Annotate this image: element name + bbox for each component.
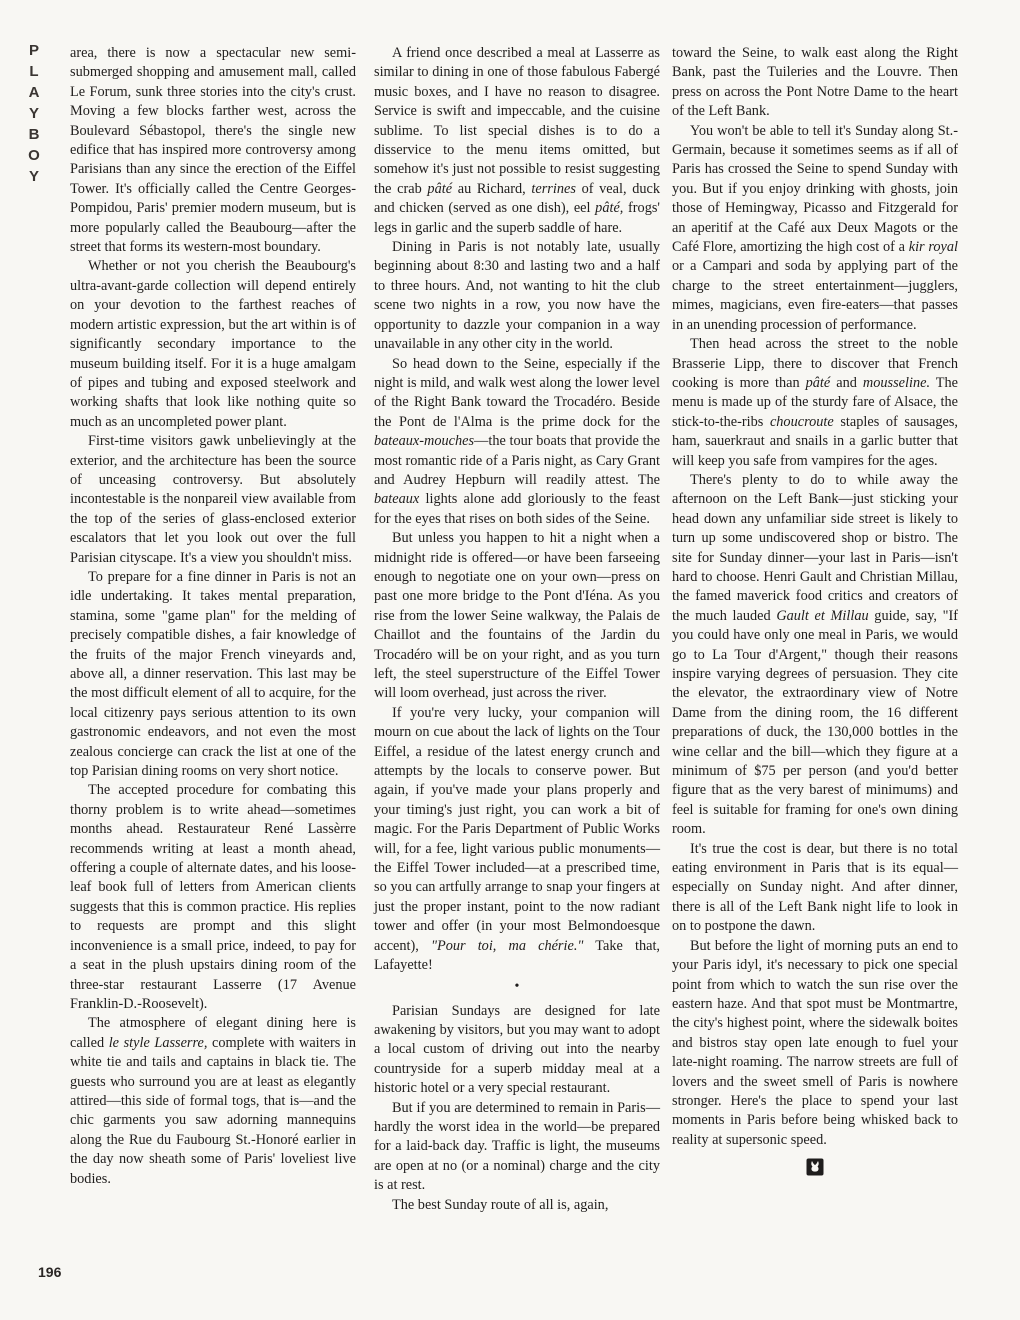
- text-run: of veal, duck and chicken (served as one dish), eel: [374, 180, 660, 217]
- italic-phrase: bateaux-mouches: [374, 433, 475, 450]
- text-run: So head down to the Seine, especially if the night is mild, and walk west along the lower level of the Right Bank toward the Trocadéro. Beside the Pont de l'Alma is the prime dock for the: [374, 355, 660, 430]
- italic-phrase: le style Lasserre,: [108, 1034, 208, 1051]
- paragraph: First-time visitors gawk unbelievingly at the exterior, and the architecture has been the source of unceasing controversy. But absolutely incontestable is the nonpareil view available from the top of the series of glass-enclosed exterior escalators that let you look out over the full Parisian cityscape. It's a view you shouldn't miss.: [70, 433, 356, 566]
- text-run: Then head across the street to the noble Brasserie Lipp, there to discover that French cooking is more than: [672, 336, 958, 391]
- text-run: complete with waiters in white tie and tails and captains in black tie. The guests who surround you are at least as elegantly attired—this side of formal togs, that is—and the chic garments you saw adorning mannequins along the Rue du Faubourg St.-Honoré earlier in the day now sheath some of Paris' loveliest live bodies.: [70, 1034, 356, 1187]
- article-column-3: [672, 44, 958, 1176]
- text-run: lights alone add gloriously to the feast for the eyes that rises on both sides of the Seine.: [374, 491, 660, 527]
- masthead-letter: L: [29, 63, 39, 80]
- text-run: There's plenty to do to while away the afternoon on the Left Bank—just sticking your head down any unfamiliar side street is likely to turn up some undiscovered shop or bistro. The site for Sunday dinner—your last in Paris—isn't hard to choose. Henri Gault and Christian Millau, the famed maverick food critics and creators of the much lauded: [672, 471, 958, 624]
- italic-phrase: mousseline.: [862, 374, 931, 391]
- italic-phrase: pâté: [427, 180, 453, 197]
- masthead-letter: Y: [28, 105, 39, 122]
- text-run: au Richard,: [452, 180, 532, 197]
- paragraph: [70, 1014, 356, 1189]
- italic-phrase: terrines: [531, 180, 576, 197]
- paragraph: [374, 704, 660, 976]
- masthead-letter: P: [28, 42, 39, 59]
- paragraph: But unless you happen to hit a night when a midnight ride is offered—or have been farseeing enough to negotiate one on your own—press on past one more bridge to the Pont d'Iéna. As you rise from the lower Seine walkway, the Palais de Chaillot and the fountains of the Jardin du Trocadéro will be on your right, and as you turn left, the steel superstructure of the Eiffel Tower will loom overhead, just across the river.: [374, 530, 660, 702]
- masthead-letter: Y: [28, 168, 39, 185]
- text-run: staples of sausages, ham, sauerkraut and snails in a garlic butter that will keep you safe from vampires for the ages.: [672, 413, 958, 469]
- italic-phrase: kir royal: [908, 239, 958, 256]
- section-break-bullet: •: [514, 978, 520, 994]
- rabbit-head-icon: [806, 1158, 824, 1176]
- text-run: frogs' legs in garlic and the superb saddle of hare.: [374, 200, 660, 236]
- text-run: The menu is made up of the sturdy fare of Alsace, the stick-to-the-ribs: [672, 374, 959, 430]
- text-run: —the tour boats that provide the most romantic ride of a Paris night, as Cary Grant and Audrey Hepburn will readily attest. The: [374, 433, 660, 488]
- italic-phrase: Gault et Millau: [776, 607, 869, 624]
- masthead-letter: A: [28, 84, 40, 101]
- paragraph: [672, 335, 958, 471]
- article-column-2: [374, 44, 660, 1215]
- paragraph: Whether or not you cherish the Beaubourg's ultra-avant-garde collection will depend entirely on your devotion to the farthest reaches of modern artistic expression, but the art within is of significantly secondary importance to the museum building itself. For it is a huge amalgam of pipes and tubing and exposed steelwork and working shafts that look like nothing quite so much as an uncompleted power plant.: [70, 258, 356, 430]
- paragraph: But before the light of morning puts an end to your Paris idyl, it's necessary to pick one special point from which to watch the sun rise over the eastern haze. And that spot must be Montmartre, the city's highest point, where the sidewalk boites and bistros stay open late enough to fuel your late-night roaming. The narrow streets are full of lovers and the sweet smell of Paris is nowhere stronger. Here's the place to spend your last moments in Paris before being whisked back to reality at supersonic speed.: [672, 937, 958, 1148]
- masthead-letter: B: [28, 126, 40, 143]
- masthead-letter: O: [28, 147, 40, 164]
- paragraph: Dining in Paris is not notably late, usually beginning about 8:30 and lasting two and a half to three hours. And, not wanting to hit the club scene two nights in a row, you now have the opportunity to dazzle your companion in a way unavailable in any other city in the world.: [374, 239, 660, 353]
- paragraph: The best Sunday route of all is, again,: [392, 1196, 609, 1213]
- italic-phrase: bateaux: [374, 491, 420, 508]
- paragraph: It's true the cost is dear, but there is no total eating environment in Paris that is its equal—especially on Sunday night. And after dinner, there is all of the Left Bank night life to look in on to postpone the dawn.: [672, 840, 958, 935]
- paragraph: [672, 122, 958, 335]
- paragraph: area, there is now a spectacular new semi-submerged shopping and amusement mall, called Le Forum, sunk three stories into the city's crust. Moving a few blocks farther west, across the Boulevard Sébastopol, there's the single new edifice that has inspired more controversy among Parisians than any since the erection of the Eiffel Tower. It's officially called the Centre Georges-Pompidou, Paris' premier modern museum, but is more popularly called the Beaubourg—after the street that forms its western-most boundary.: [70, 45, 356, 256]
- page-number: 196: [38, 1264, 62, 1280]
- text-run: A friend once described a meal at Lasserre as similar to dining in one of those fabulous Fabergé music boxes, and I have no reason to disagree. Service is swift and impeccable, and the cuisine sublime. To list special dishes is to do a disservice to the menu items omitted, but somehow it's just not possible to resist suggesting the crab: [374, 45, 660, 197]
- text-run: guide, say, "If you could have only one meal in Paris, we would go to La Tour d'Argent," though their reasons inspire varying degrees of persuasion. They cite the elevator, the extraordinary view of Notre Dame from the dining room, the 16 different preparations of duck, the 130,000 bottles in the wine cellar and the bill—which they figure at a minimum of $75 per person (and you'd better figure that as the very barest of minimums) and feel is suitable for framing for one's own dining room.: [672, 607, 959, 838]
- italic-phrase: choucroute: [769, 413, 834, 430]
- italic-phrase: "Pour toi, ma chérie.": [430, 937, 584, 954]
- paragraph: But if you are determined to remain in Paris—hardly the worst idea in the world—be prepared for a laid-back day. Traffic is light, the museums are open at no (or a nominal) charge and the city is at rest.: [374, 1099, 660, 1194]
- paragraph: To prepare for a fine dinner in Paris is not an idle undertaking. It takes mental preparation, stamina, some "game plan" for the melding of precisely compatible dishes, a fair knowledge of the fruits of the major French vineyards and, above all, a dinner reservation. This last may be the most difficult element of all to acquire, for the local citizenry pays serious attention to its own gastronomic endeavors, and not even the most zealous concierge can crack the list at one of the top Parisian dining rooms on very short notice.: [70, 568, 356, 780]
- italic-phrase: pâté,: [595, 200, 624, 217]
- paragraph: Parisian Sundays are designed for late awakening by visitors, but you may want to adopt a local custom of driving out into the nearby countryside for a superb midday meal at a historic hotel or a very special restaurant.: [374, 1002, 660, 1097]
- text-run: The atmosphere of elegant dining here is called: [70, 1015, 356, 1051]
- text-run: You won't be able to tell it's Sunday along St.-Germain, because it sometimes seems as if all of Paris has crossed the Seine to spend Sunday with you. But if you enjoy drinking with ghosts, join those of Hemingway, Picasso and Fitzgerald for an aperitif at the Café aux Deux Magots or the Café Flore, amortizing the high cost of a: [672, 122, 958, 256]
- article-column-1: [70, 44, 356, 1189]
- text-run: or a Campari and soda by applying part of the charge to the street entertainment—jugglers, mimes, magicians, even fire-eaters—that passes in an unending procession of performance.: [672, 258, 958, 333]
- paragraph: [374, 355, 660, 530]
- text-run: and: [830, 374, 863, 391]
- paragraph: [672, 471, 958, 840]
- italic-phrase: pâté: [805, 374, 831, 391]
- text-run: Take that, Lafayette!: [374, 937, 660, 974]
- paragraph: [374, 44, 660, 238]
- paragraph: toward the Seine, to walk east along the Right Bank, past the Tuileries and the Louvre. Then press on across the Pont Notre Dame to the heart of the Left Bank.: [672, 45, 958, 120]
- paragraph: The accepted procedure for combating this thorny problem is to write ahead—sometimes months ahead. Restaurateur René Lassèrre recommends writing at least a month ahead, offering a couple of alternate dates, and his loose-leaf book full of letters from American clients suggests that this is common practice. His replies to requests are prompt and this slight inconvenience is a small price, indeed, to pay for a seat in the plush upstairs dining room of the three-star restaurant Lasserre (17 Avenue Franklin-D.-Roosevelt).: [70, 782, 356, 1012]
- text-run: If you're very lucky, your companion will mourn on cue about the lack of lights on the Tour Eiffel, a residue of the latest energy crunch and attempts by the locals to conserve power. But again, if you've made your plans properly and your timing's just right, you can work a bit of magic. For the Paris Department of Public Works will, for a fee, light various public monuments—the Eiffel Tower included—at a prescribed time, so you can artfully arrange to snap your fingers at just the proper instant, point to the now radiant tower and offer (in your most Belmondoesque accent),: [374, 704, 660, 954]
- magazine-masthead: [24, 40, 44, 187]
